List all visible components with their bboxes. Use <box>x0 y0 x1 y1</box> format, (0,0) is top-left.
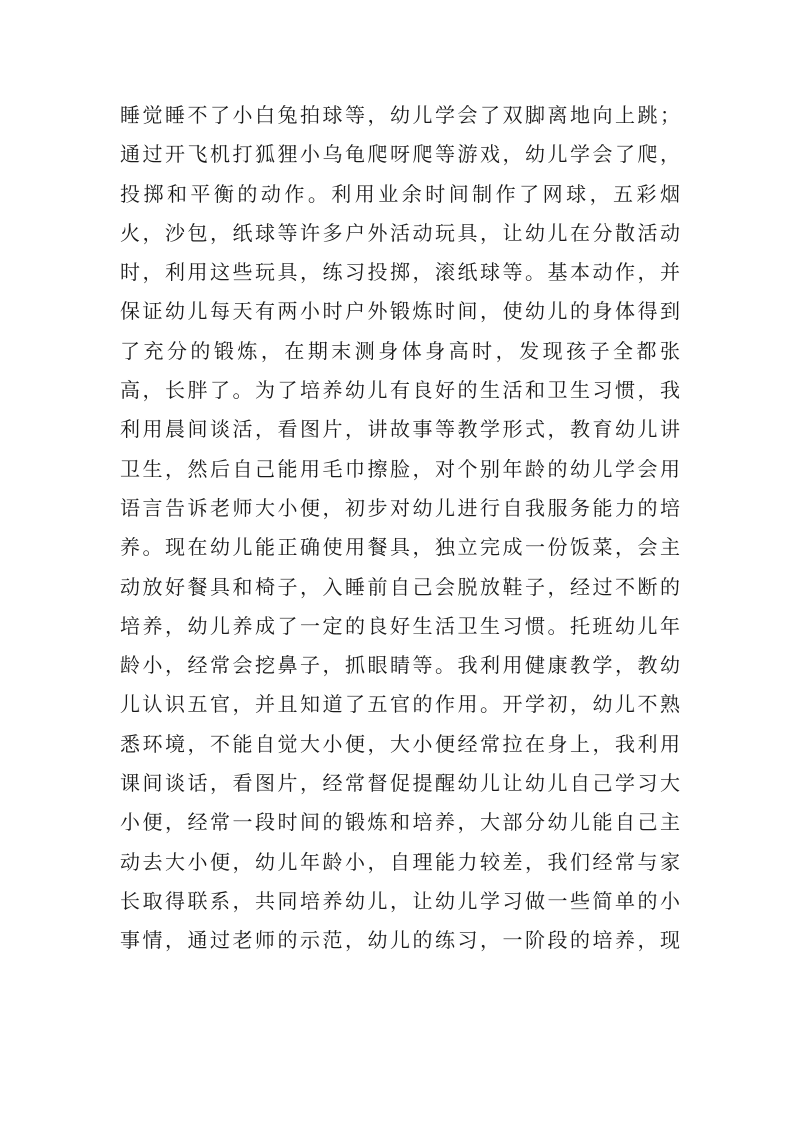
text-line: 通过开飞机打狐狸小乌龟爬呀爬等游戏，幼儿学会了爬， <box>120 142 680 167</box>
text-line: 动放好餐具和椅子，入睡前自己会脱放鞋子，经过不断的 <box>120 574 680 599</box>
text-line: 利用晨间谈活，看图片，讲故事等教学形式，教育幼儿讲 <box>120 417 680 442</box>
text-line: 课间谈话，看图片，经常督促提醒幼儿让幼儿自己学习大 <box>120 771 680 796</box>
text-line: 儿认识五官，并且知道了五官的作用。开学初，幼儿不熟 <box>120 692 680 717</box>
text-line: 龄小，经常会挖鼻子，抓眼睛等。我利用健康教学，教幼 <box>120 653 680 678</box>
text-line: 保证幼儿每天有两小时户外锻炼时间，使幼儿的身体得到 <box>120 299 680 324</box>
text-line: 了充分的锻炼，在期末测身体身高时，发现孩子全都张 <box>120 338 680 363</box>
text-line: 卫生，然后自己能用毛巾擦脸，对个别年龄的幼儿学会用 <box>120 456 680 481</box>
text-line: 投掷和平衡的动作。利用业余时间制作了网球，五彩烟 <box>120 181 680 206</box>
text-line: 长取得联系，共同培养幼儿，让幼儿学习做一些简单的小 <box>120 888 680 913</box>
text-line: 睡觉睡不了小白兔拍球等，幼儿学会了双脚离地向上跳； <box>120 103 680 127</box>
text-line: 动去大小便，幼儿年龄小，自理能力较差，我们经常与家 <box>120 849 680 874</box>
body-text <box>120 96 680 961</box>
text-line: 事情，通过老师的示范，幼儿的练习，一阶段的培养，现 <box>120 928 680 953</box>
text-line: 火，沙包，纸球等许多户外活动玩具，让幼儿在分散活动 <box>120 220 680 245</box>
text-line: 小便，经常一段时间的锻炼和培养，大部分幼儿能自己主 <box>120 810 680 835</box>
text-line: 时，利用这些玩具，练习投掷，滚纸球等。基本动作，并 <box>120 260 680 285</box>
text-line: 高，长胖了。为了培养幼儿有良好的生活和卫生习惯，我 <box>120 378 680 403</box>
text-line: 语言告诉老师大小便，初步对幼儿进行自我服务能力的培 <box>120 495 680 520</box>
text-line: 培养，幼儿养成了一定的良好生活卫生习惯。托班幼儿年 <box>120 613 680 638</box>
text-line: 养。现在幼儿能正确使用餐具，独立完成一份饭菜，会主 <box>120 535 680 560</box>
text-line: 悉环境，不能自觉大小便，大小便经常拉在身上，我利用 <box>120 731 680 756</box>
